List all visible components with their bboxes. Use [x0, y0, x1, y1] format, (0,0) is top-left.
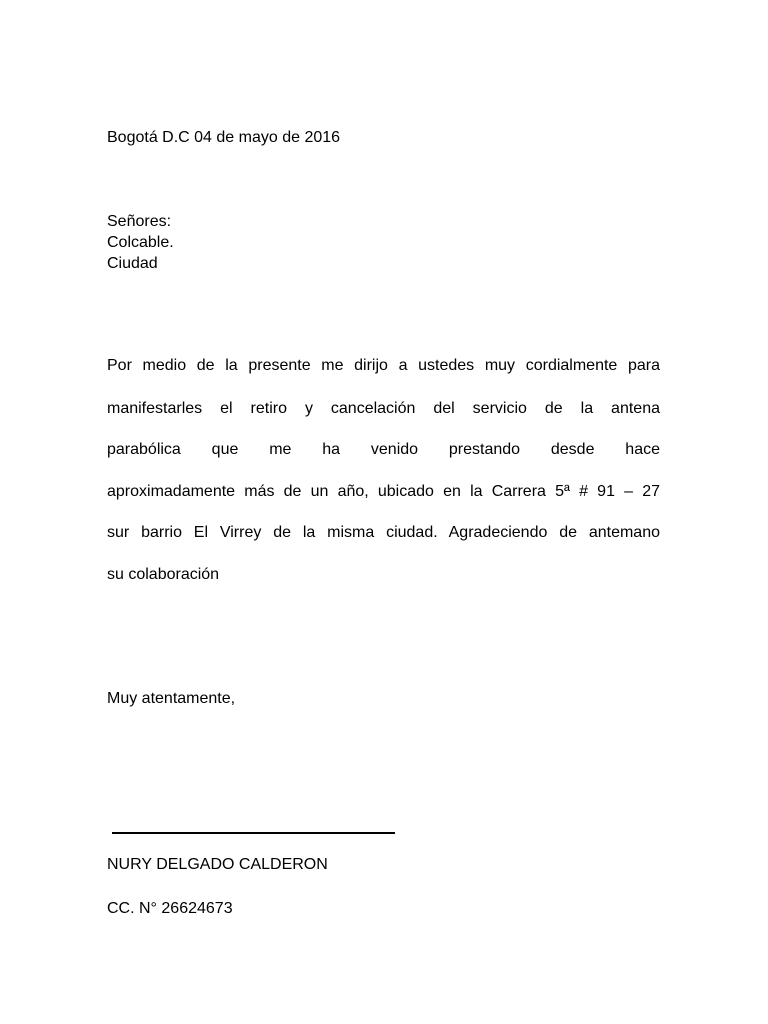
body-line: sur barrio El Virrey de la misma ciudad. Agradeciendo de antemano: [107, 524, 660, 541]
signer-id: CC. N° 26624673: [107, 900, 233, 917]
recipient-city: Ciudad: [107, 255, 158, 272]
signature-line: [112, 832, 395, 834]
body-line: manifestarles el retiro y cancelación del servicio de la antena: [107, 400, 660, 417]
body-line: parabólica que me ha venido prestando desde hace: [107, 441, 660, 458]
recipient-salutation: Señores:: [107, 213, 172, 230]
recipient-company: Colcable.: [107, 234, 174, 251]
body-line: su colaboración: [107, 566, 220, 583]
signer-name: NURY DELGADO CALDERON: [107, 856, 328, 873]
body-line: Por medio de la presente me dirijo a ustedes muy cordialmente para: [107, 357, 660, 374]
body-line: aproximadamente más de un año, ubicado en la Carrera 5ª # 91 – 27: [107, 483, 660, 500]
date-line: Bogotá D.C 04 de mayo de 2016: [107, 129, 341, 146]
closing: Muy atentamente,: [107, 690, 236, 707]
